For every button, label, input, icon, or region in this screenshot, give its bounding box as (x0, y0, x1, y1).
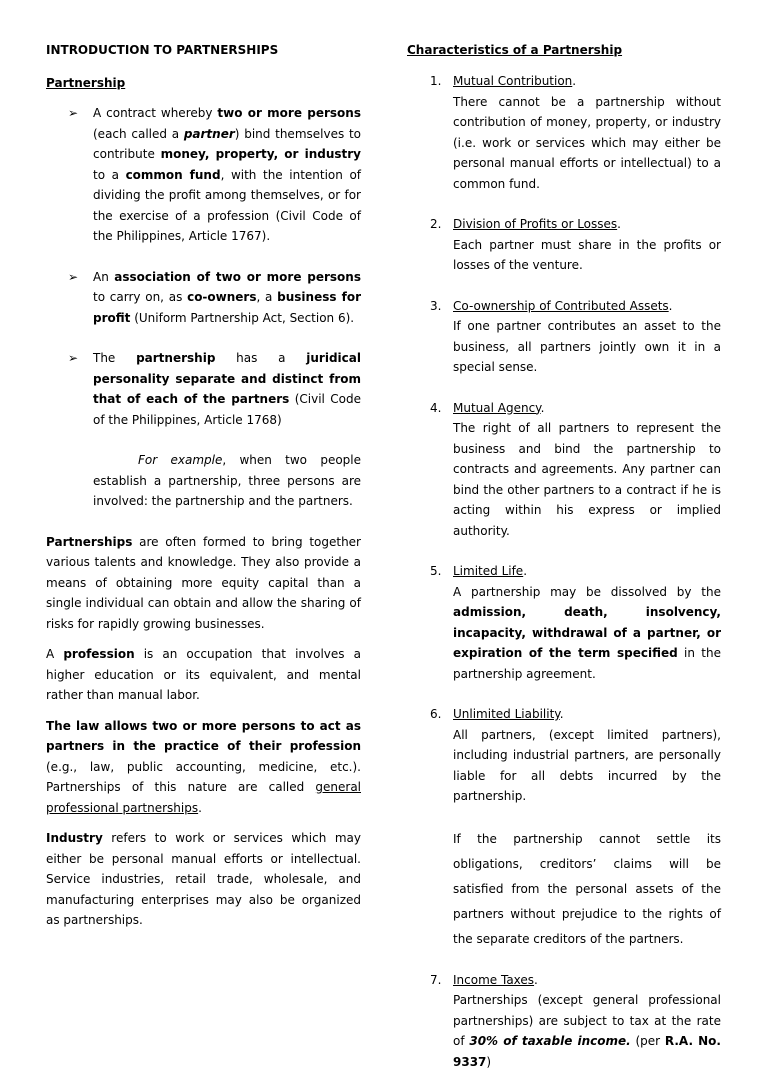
item-title: Mutual Agency. (453, 398, 721, 419)
list-item-limited-life (407, 561, 721, 684)
item-title: Income Taxes. (453, 970, 721, 991)
item-title: Co-ownership of Contributed Assets. (453, 296, 721, 317)
item-number: 5. (430, 561, 441, 582)
item-body: All partners, (except limited partners), including industrial partners, are personally liable for all debts incurred by the partnership. (453, 725, 721, 807)
arrow-bullet-icon: ➢ (68, 103, 78, 124)
right-column (407, 40, 721, 1072)
paragraph-professional-partnerships: The law allows two or more persons to act as partners in the practice of their profession (e.g., law, public accounting, medicine, etc.). Partnerships of this nature are called general professional partnerships. (46, 716, 361, 819)
paragraph-industry: Industry refers to work or services which may either be personal manual efforts or intellectual. Service industries, retail trade, wholesale, and manufacturing enterprises may also be organized as partnerships. (46, 828, 361, 931)
section-heading-partnership: Partnership (46, 73, 361, 93)
bullet-text: A contract whereby two or more persons (each called a partner) bind themselves to contribute money, property, or industry to a common fund, with the intention of dividing the profit among themselves, or for the exercise of a profession (Civil Code of the Philippines, Article 1767). (93, 103, 361, 247)
item-number: 6. (430, 704, 441, 725)
list-item-unlimited-liability (407, 704, 721, 952)
paragraph-profession: A profession is an occupation that involves a higher education or its equivalent, and mental rather than manual labor. (46, 644, 361, 706)
paragraph-partnerships-purpose: Partnerships are often formed to bring together various talents and knowledge. They also provide a means of obtaining more equity capital than a single individual can obtain and allow the sharing of risks for rapidly growing businesses. (46, 532, 361, 635)
item-title: Unlimited Liability. (453, 704, 721, 725)
bullet-text: The partnership has a juridical personality separate and distinct from that of each of the partners (Civil Code of the Philippines, Article 1768) (93, 348, 361, 430)
list-item-division-of-profits (407, 214, 721, 276)
arrow-bullet-icon: ➢ (68, 267, 78, 288)
document-title: INTRODUCTION TO PARTNERSHIPS (46, 40, 361, 60)
item-body: The right of all partners to represent the business and bind the partnership to contracts and agreements. Any partner can bind the other partners to a contract if he is acting within his express or implied authority. (453, 418, 721, 541)
item-title: Division of Profits or Losses. (453, 214, 721, 235)
bullet-definition-juridical (46, 348, 361, 430)
item-body: Each partner must share in the profits or losses of the venture. (453, 235, 721, 276)
list-item-co-ownership (407, 296, 721, 378)
example-paragraph: For example, when two people establish a partnership, three persons are involved: the partnership and the partners. (46, 450, 361, 512)
arrow-bullet-icon: ➢ (68, 348, 78, 369)
bullet-definition-contract (46, 103, 361, 247)
item-number: 4. (430, 398, 441, 419)
item-title: Limited Life. (453, 561, 721, 582)
item-number: 1. (430, 71, 441, 92)
item-number: 2. (430, 214, 441, 235)
item-body: Partnerships (except general professional partnerships) are subject to tax at the rate of 30% of taxable income. (per R.A. No. 9337) (453, 990, 721, 1072)
item-body: A partnership may be dissolved by the admission, death, insolvency, incapacity, withdrawal of a partner, or expiration of the term specified in the partnership agreement. (453, 582, 721, 685)
item-body: If one partner contributes an asset to the business, all partners jointly own it in a special sense. (453, 316, 721, 378)
list-item-mutual-contribution (407, 71, 721, 194)
item-title: Mutual Contribution. (453, 71, 721, 92)
item-number: 7. (430, 970, 441, 991)
bullet-definition-association (46, 267, 361, 329)
item-body-continued: If the partnership cannot settle its obligations, creditors’ claims will be satisfied from the personal assets of the partners without prejudice to the rights of the separate creditors of the partners. (453, 827, 721, 952)
left-column (46, 40, 361, 931)
bullet-text: An association of two or more persons to carry on, as co-owners, a business for profit (Uniform Partnership Act, Section 6). (93, 267, 361, 329)
characteristics-heading: Characteristics of a Partnership (407, 40, 721, 60)
item-number: 3. (430, 296, 441, 317)
item-body: There cannot be a partnership without contribution of money, property, or industry (i.e. work or services which may either be personal manual efforts or intellectual) to a common fund. (453, 92, 721, 195)
list-item-mutual-agency (407, 398, 721, 542)
list-item-income-taxes (407, 970, 721, 1072)
